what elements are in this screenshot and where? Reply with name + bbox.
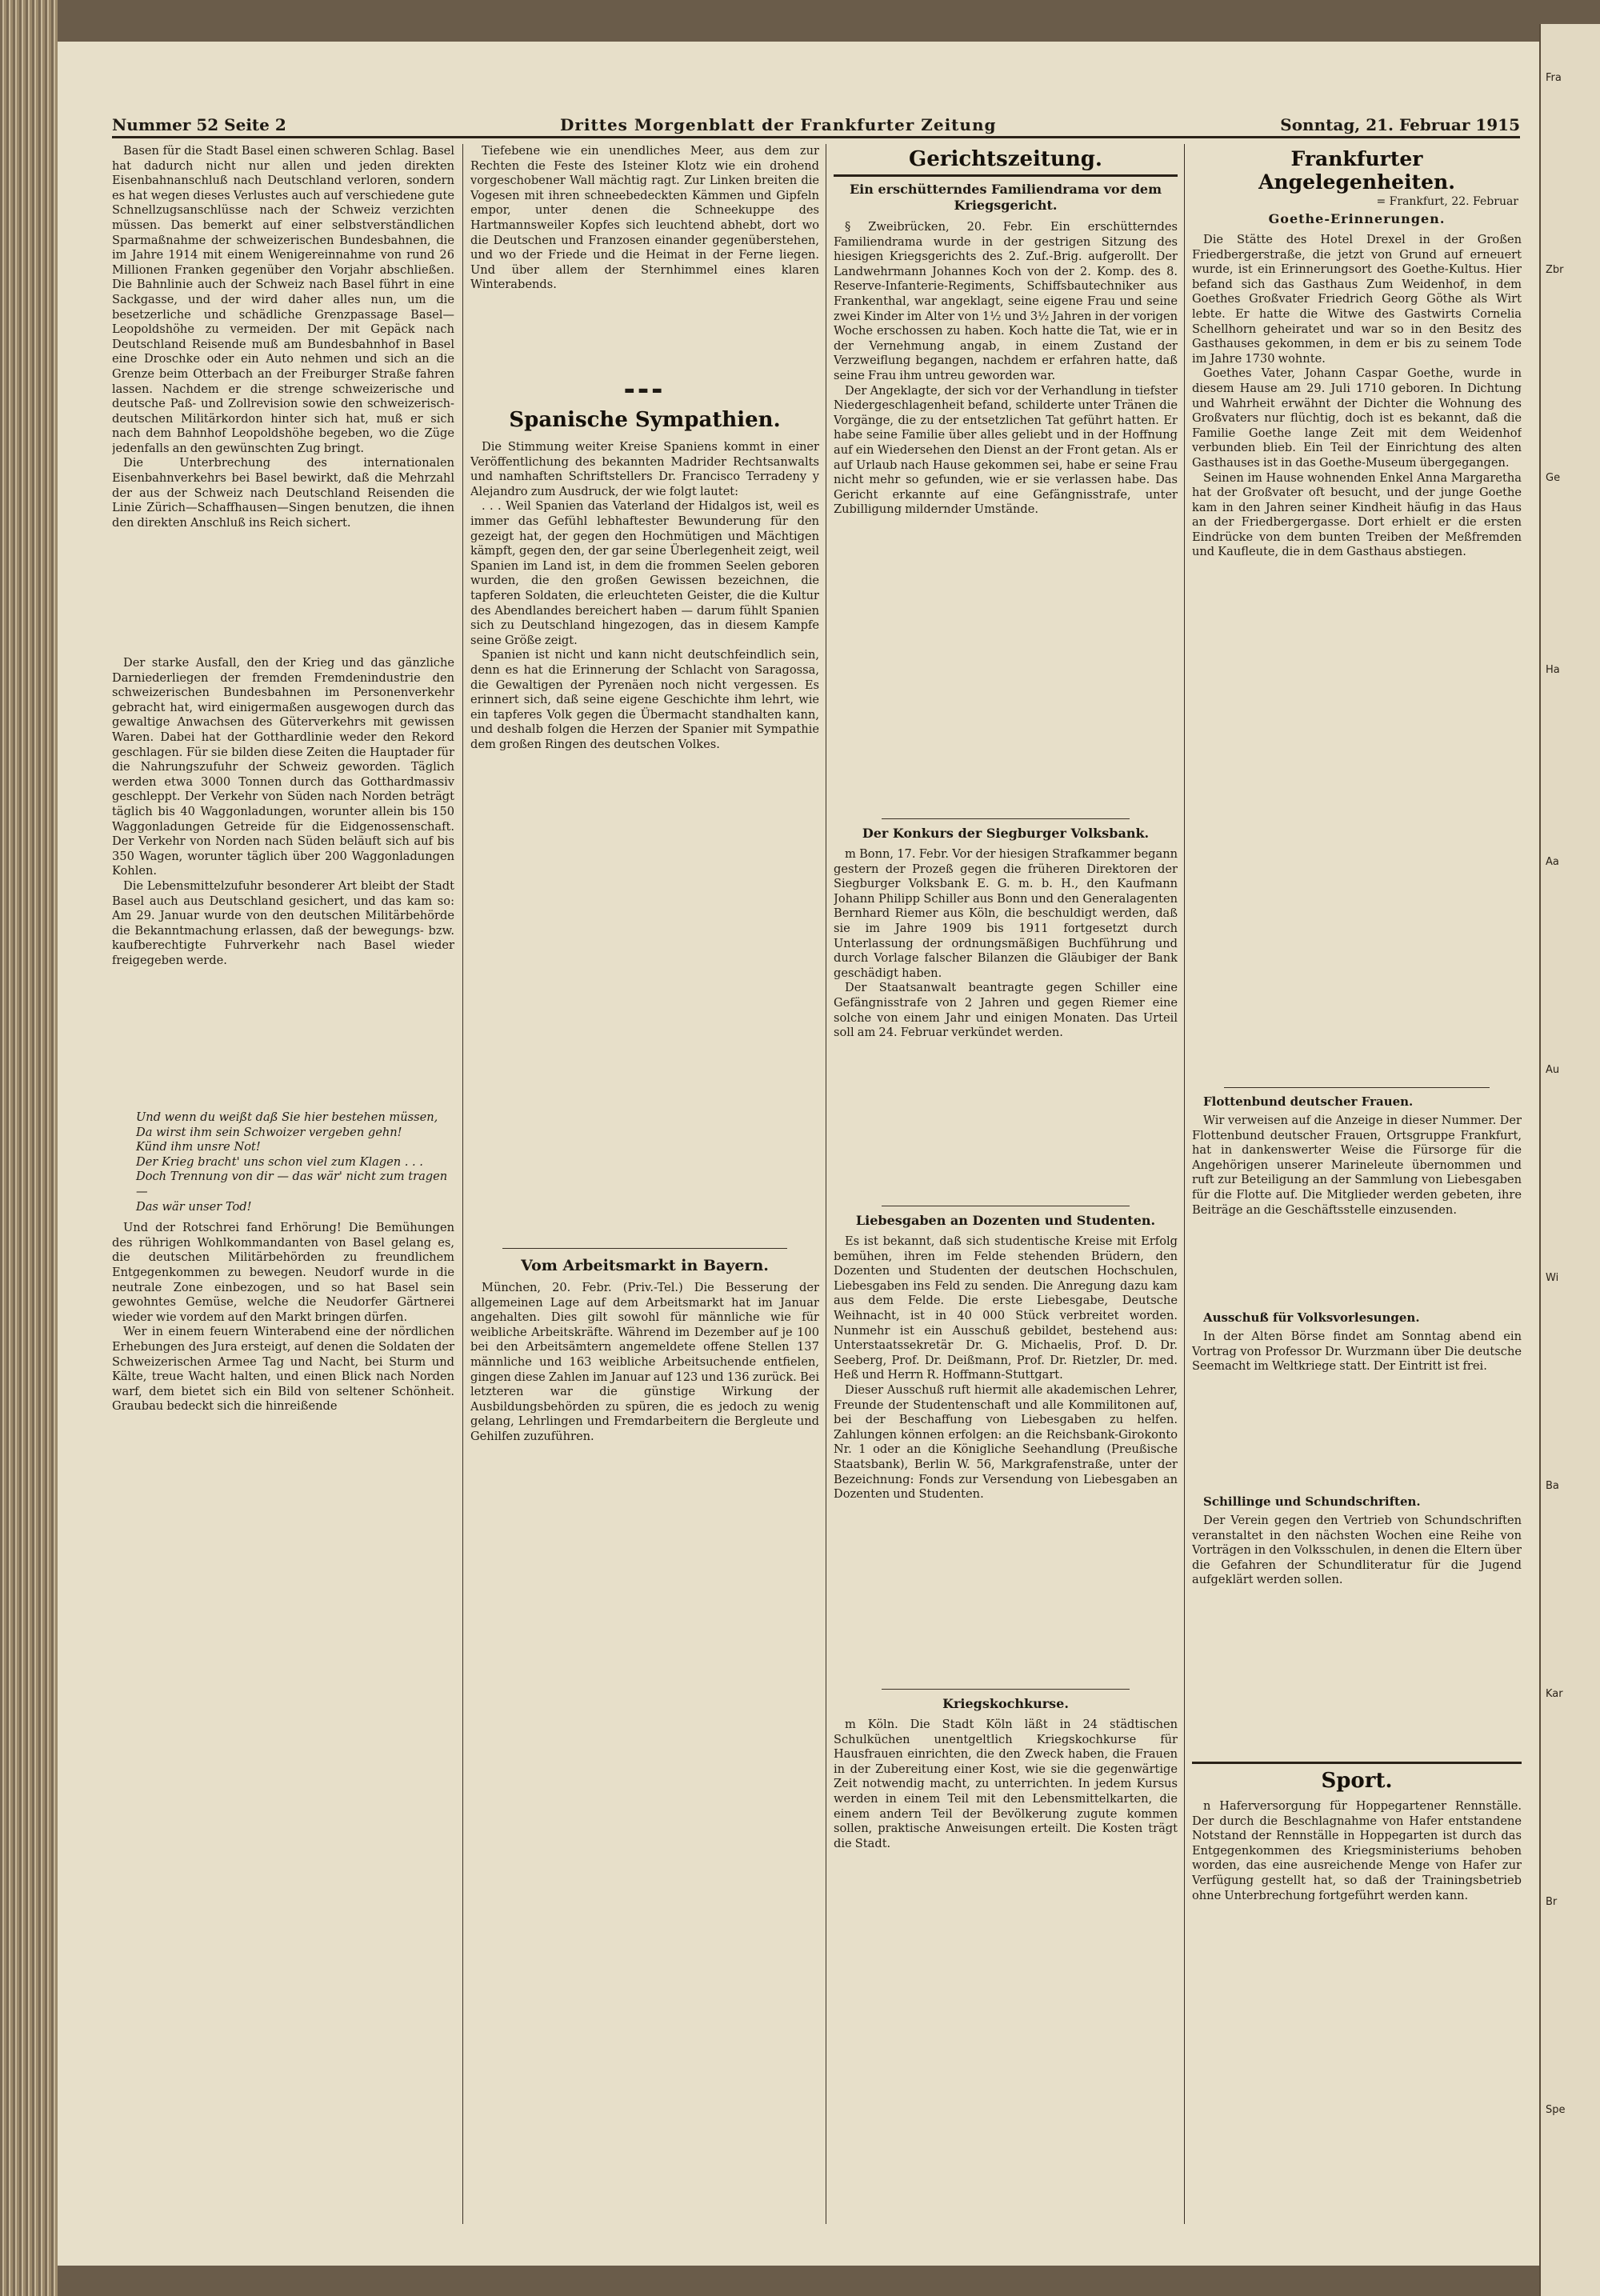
article-paragraph: Wir verweisen auf die Anzeige in dieser Nummer. Der Flottenbund deutscher Frauen, Ortsgruppe Frankfurt, hat in dankenswerter Weise die Fürsorge für die Angehörigen unserer Marineleute übernommen und ruft zur Beteiligung an der Sammlung von Liebesgaben für die Flotte auf. Die Mitglieder werden gebeten, ihre Beiträge an die Geschäftsstelle einzusenden. (1192, 1114, 1522, 1217)
article-paragraph: m Köln. Die Stadt Köln läßt in 24 städtischen Schulküchen unentgeltlich Kriegskochkurse für Hausfrauen einrichten, die den Zweck haben, die Frauen in der Zubereitung einer Kost, wie sie die gegenwärtige Zeit notwendig macht, zu unterrichten. In jedem Kursus werden in einem Teil mit den Lebensmittelkarten, die einem andern Teil der Bevölkerung zugute kommen sollen, praktische Anweisungen erteilt. Die Kosten trägt die Stadt. (834, 1718, 1178, 1850)
poem-line: Da wirst ihm sein Schwoizer vergeben gehn! (136, 1125, 402, 1139)
article-title: Kriegskochkurse. (942, 1696, 1069, 1711)
article-paragraph: . . . Weil Spanien das Vaterland der Hidalgos ist, weil es immer das Gefühl lebhaftester Bewunderung für den gezeigt hat, der gegen den Hochmütigen und Mächtigen kämpft, gegen den, der gar seine Überlegenheit zeigt, weil Spanien im Land ist, in dem die frommen Seelen geboren wurden, die den großen Gewissen bezeichnen, die tapferen Soldaten, die erleuchteten Geister, die die Kultur des Abendlandes bereichert haben — darum fühlt Spanien sich zu Deutschland hingezogen, das in diesem Kampfe seine Größe zeigt. (470, 499, 819, 647)
section-title: Sport. (1321, 1769, 1393, 1793)
article-paragraph: Es ist bekannt, daß sich studentische Kreise mit Erfolg bemühen, ihren im Felde stehenden Brüdern, den Dozenten und Studenten der deutschen Hochschulen, Liebesgaben ins Feld zu senden. Die Anregung dazu kam aus dem Felde. Die erste Liebesgabe, Deutsche Weihnacht, ist in 40 000 Stück verbreitet worden. Nunmehr ist ein Ausschuß gebildet, bestehend aus: Unterstaatssekretär Dr. G. Michaelis, Prof. D. Dr. Seeberg, Prof. Dr. Deißmann, Prof. Dr. Rietzler, Dr. med. Heß und Herrn R. Hoffmann-Stuttgart. (834, 1234, 1178, 1382)
article-paragraph: Dieser Ausschuß ruft hiermit alle akademischen Lehrer, Freunde der Studentenschaft und alle Kommilitonen auf, bei der Beschaffung von Liebesgaben zu helfen. Zahlungen können erfolgen: an die Reichsbank-Girokonto Nr. 1 oder an die Königliche Seehandlung (Preußische Staatsbank), Berlin W. 56, Markgrafenstraße, unter der Bezeichnung: Fonds zur Versendung von Liebesgaben an Dozenten und Studenten. (834, 1382, 1178, 1502)
article-title: Schillinge und Schundschriften. (1203, 1494, 1421, 1509)
newspaper-page (58, 42, 1539, 2266)
article-paragraph: Die Stätte des Hotel Drexel in der Großen Friedbergerstraße, die jetzt von Grund auf erneuert wurde, ist ein Erinnerungsort des Goethe-Kultus. Hier befand sich das Gasthaus Zum Weidenhof, in dem Goethes Großvater Friedrich Georg Göthe als Wirt lebte. Er hatte die Witwe des Gastwirts Cornelia Schellhorn geheiratet und war so in den Besitz des Gasthauses gekommen, in dem er bis zu seinem Tode im Jahre 1730 wohnte. (1192, 233, 1522, 366)
adjacent-page-text: Au (1546, 1064, 1560, 1076)
article-paragraph: Der Staatsanwalt beantragte gegen Schiller eine Gefängnisstrafe von 2 Jahren und gegen Riemer eine solche von einem Jahr und einigen Monaten. Das Urteil soll am 24. Februar verkündet werden. (834, 981, 1178, 1040)
article-paragraph: Seinen im Hause wohnenden Enkel Anna Margaretha hat der Großvater oft besucht, und der junge Goethe kam in den Jahren seiner Kindheit häufig in das Haus an der Friedbergergasse. Dort erhielt er die ersten Eindrücke von dem bunten Treiben der Meßfremden und Kaufleute, die in dem Gasthaus abstiegen. (1192, 470, 1522, 559)
article-paragraph: Der starke Ausfall, den der Krieg und das gänzliche Darniederliegen der fremden Fremdenindustrie den schweizerischen Bundesbahnen im Personenverkehr gebracht hat, wird einigermaßen ausgewogen durch das gewaltige Anwachsen des Güterverkehrs mit gewissen Waren. Dabei hat der Gotthardlinie weder den Rekord geschlagen. Für sie bilden diese Zeiten die Hauptader für die Nahrungszufuhr der Schweiz geworden. Täglich werden etwa 3000 Tonnen durch das Gotthardmassiv geschleppt. Der Verkehr von Süden nach Norden beträgt täglich bis 40 Waggonladungen, worunter allein bis 150 Waggonladungen Getreide für die Eidgenossenschaft. Der Verkehr von Norden nach Süden beläuft sich auf bis 350 Wagen, worunter täglich über 200 Waggonladungen Kohlen. (112, 656, 454, 878)
adjacent-page-text: Ba (1546, 1480, 1559, 1492)
article-paragraph: Wer in einem feuern Winterabend eine der nördlichen Erhebungen des Jura ersteigt, auf denen die Soldaten der Schweizerischen Armee Tag und Nacht, bei Sturm und Kälte, treue Wacht halten, und einen Blick nach Norden warf, dem bietet sich ein Bild von seltener Schönheit. Graubau bedeckt sich die hinreißende (112, 1325, 454, 1414)
section-divider (882, 1689, 1130, 1690)
page-header (112, 112, 1520, 136)
article-paragraph: § Zweibrücken, 20. Febr. Ein erschütterndes Familiendrama wurde in der gestrigen Sitzung des hiesigen Kriegsgerichts des 2. Zuf.-Brig. aufgerollt. Der Landwehrmann Johannes Koch von der 2. Komp. des 8. Reserve-Infanterie-Regiments, Schiffsbautechniker aus Frankenthal, war angeklagt, seine eigene Frau und seine zwei Kinder im Alter von 1½ und 3½ Jahren in der vorigen Woche erschossen zu haben. Koch hatte die Tat, wie er in der Vernehmung angab, in einem Zustand der Verzweiflung begangen, nachdem er erfahren hatte, daß seine Frau ihm untreu geworden war. (834, 220, 1178, 382)
header-masthead: Drittes Morgenblatt der Frankfurter Zeitung (560, 115, 997, 134)
article-paragraph: In der Alten Börse findet am Sonntag abend ein Vortrag von Professor Dr. Wurzmann über Die deutsche Seemacht im Weltkriege statt. Der Eintritt ist frei. (1192, 1330, 1522, 1374)
section-title: Vom Arbeitsmarkt in Bayern. (521, 1257, 769, 1274)
column-4 (1192, 144, 1522, 2224)
header-rule (112, 136, 1520, 138)
article-paragraph: Die Lebensmittelzufuhr besonderer Art bleibt der Stadt Basel auch aus Deutschland gesichert, und das kam so: Am 29. Januar wurde von den deutschen Militärbehörde die Bekanntmachung erlassen, daß der bewegungs- bzw. kaufberechtigte Fuhrverkehr nach Basel wieder freigegeben werde. (112, 878, 454, 967)
article-title: Goethe-Erinnerungen. (1268, 211, 1446, 226)
section-title: Spanische Sympathien. (509, 408, 781, 432)
poem-line: Doch Trennung von dir — das wär' nicht zum tragen — (136, 1170, 448, 1198)
poem-line: Der Krieg bracht' uns schon viel zum Klagen . . . (136, 1154, 423, 1169)
column-rule (462, 144, 463, 2224)
article-paragraph: n Haferversorgung für Hoppegartener Rennställe. Der durch die Beschlagnahme von Hafer entstandene Notstand der Rennställe in Hoppegarten ist durch das Entgegenkommen des Kriegsministeriums behoben worden, das eine ausreichende Menge von Hafer zur Verfügung gestellt hat, so daß der Trainingsbetrieb ohne Unterbrechung fortgeführt werden kann. (1192, 1799, 1522, 1902)
adjacent-page-text: Fra (1546, 72, 1562, 84)
article-title: Der Konkurs der Siegburger Volksbank. (862, 826, 1150, 841)
article-title: Ein erschütterndes Familiendrama vor dem Kriegsgericht. (849, 182, 1162, 213)
poem-line: Und wenn du weißt daß Sie hier bestehen müssen, (136, 1110, 438, 1124)
adjacent-page-text: Br (1546, 1896, 1558, 1908)
article-paragraph: Tiefebene wie ein unendliches Meer, aus dem zur Rechten die Feste des Isteiner Klotz wie ein drohend vorgeschobener Wall mächtig ragt. Zur Linken breiten die Vogesen mit ihren schneebedeckten Kämmen und Gipfeln empor, unter denen die Schneekuppe des Hartmannsweiler Kopfes sich leuchtend abhebt, dort wo die Deutschen und Franzosen einander gegenüberstehen, und wo der Friede und die Heimat in der Ferne liegen. Und über allem der Sternhimmel eines klaren Winterabends. (470, 144, 819, 292)
article-paragraph: m Bonn, 17. Febr. Vor der hiesigen Strafkammer begann gestern der Prozeß gegen die früheren Direktoren der Siegburger Volksbank E. G. m. b. H., den Kaufmann Johann Philipp Schiller aus Bonn und den Generalagenten Bernhard Riemer aus Köln, die beschuldigt werden, daß sie im Jahre 1909 bis 1911 fortgesetzt durch Unterlassung der ordnungsmäßigen Buchführung und durch Vorlage falscher Bilanzen die Gläubiger der Bank geschädigt haben. (834, 847, 1178, 980)
column-1 (112, 144, 454, 2224)
section-ornament: ▬▬▬ (624, 384, 666, 397)
article-title: Liebesgaben an Dozenten und Studenten. (855, 1213, 1156, 1228)
article-paragraph: München, 20. Febr. (Priv.-Tel.) Die Besserung der allgemeinen Lage auf dem Arbeitsmarkt hat im Januar angehalten. Dies gilt sowohl für männliche wie für weibliche Arbeitskräfte. Während im Dezember auf je 100 bei den Arbeitsämtern angemeldete offene Stellen 137 männliche und 163 weibliche Arbeitsuchende entfielen, gingen diese Zahlen im Januar auf 123 und 136 zurück. Bei letzteren war die günstige Wirkung der Ausbildungsbehörden zu spüren, die es jedoch zu wenig gelang, Lehrlingen und Fremdarbeitern die Bergleute und Gehilfen zuzuführen. (470, 1281, 819, 1443)
article-paragraph: Der Verein gegen den Vertrieb von Schundschriften veranstaltet in den nächsten Wochen eine Reihe von Vorträgen in den Volksschulen, in denen die Eltern über die Gefahren der Schundliteratur für die Jugend aufgeklärt werden sollen. (1192, 1514, 1522, 1587)
adjacent-page-text: Aa (1546, 856, 1559, 868)
adjacent-page-text: Kar (1546, 1688, 1563, 1700)
section-divider (834, 174, 1178, 177)
article-title: Flottenbund deutscher Frauen. (1203, 1094, 1414, 1109)
adjacent-page-edge (1539, 24, 1600, 2296)
section-divider (1224, 1087, 1490, 1088)
article-paragraph: Und der Rotschrei fand Erhörung! Die Bemühungen des rührigen Wohlkommandanten von Basel gelang es, die deutschen Militärbehörden zu freundlichem Entgegenkommen zu bewegen. Neudorf wurde in die neutrale Zone einbezogen, und so hat Basel sein gewohntes Gemüse, welche die Neudorfer Gärtnerei wieder wie vordem auf den Markt bringen dürfen. (112, 1221, 454, 1324)
article-paragraph: Basen für die Stadt Basel einen schweren Schlag. Basel hat dadurch nicht nur allen und jeden direkten Eisenbahnanschluß nach Deutschland verloren, sondern es hat wegen dieses Verlustes auch auf verschiedene gute Schnellzugsanschlüsse nach der Schweiz verzichten müssen. Das bemerkt auf einer selbstverständlichen Sparmaßnahme der schweizerischen Bundesbahnen, die im Jahre 1914 mit einem Wenigereinnahme von rund 26 Millionen Franken gegenüber den Vorjahr abschließen. Die Bahnlinie auch der Schweiz nach Basel führt in eine Sackgasse, und der wird daher alles nun, um die besetzerliche und schädliche Grenzpassage Basel—Leopoldshöhe zu vermeiden. Der mit Gepäck nach Deutschland Reisende muß am Bundesbahnhof in Basel eine Droschke oder ein Auto nehmen und sich an die Grenze beim Otterbach an der Freiburger Straße fahren lassen. Nachdem er die strenge schweizerische und deutsche Paß- und Zollrevision sowie den schweizerisch-deutschen Militärkordon hinter sich hat, muß er sich nach dem Bahnhof Leopoldshöhe begeben, wo die Züge jedenfalls an den gewünschten Zug bringt. (112, 144, 454, 455)
dateline: = Frankfurt, 22. Februar (1376, 195, 1518, 208)
article-paragraph: Spanien ist nicht und kann nicht deutschfeindlich sein, denn es hat die Erinnerung der Schlacht von Saragossa, die Gewaltigen der Pyrenäen noch nicht vergessen. Es erinnert sich, daß seine eigene Geschichte ihm lehrt, wie ein tapferes Volk gegen die Übermacht standhalten kann, und deshalb folgen die Herzen der Spanier mit Sympathie dem großen Ringen des deutschen Volkes. (470, 648, 819, 751)
poem-line: Das wär unser Tod! (136, 1199, 252, 1214)
header-page-number: Nummer 52 Seite 2 (112, 115, 286, 134)
adjacent-page-text: Ge (1546, 472, 1561, 484)
section-divider (502, 1248, 787, 1249)
adjacent-page-text: Spe (1546, 2104, 1566, 2116)
article-paragraph: Die Unterbrechung des internationalen Eisenbahnverkehrs bei Basel bewirkt, daß die Mehrzahl der aus der Schweiz nach Deutschland Reisenden die Linie Zürich—Schaffhausen—Singen benutzen, die ihnen den direkten Anschluß ins Reich sichert. (112, 456, 454, 530)
article-paragraph: Goethes Vater, Johann Caspar Goethe, wurde in diesem Hause am 29. Juli 1710 geboren. In Dichtung und Wahrheit erwähnt der Dichter die Wohnung des Großvaters nur flüchtig, doch ist es bekannt, daß die Familie Goethe lange Zeit mit dem Weidenhof verbunden blieb. Ein Teil der Einrichtung des alten Gasthauses ist in das Goethe-Museum übergegangen. (1192, 366, 1522, 470)
book-binding-edge (0, 0, 58, 2296)
section-divider (1192, 1762, 1522, 1764)
adjacent-page-text: Ha (1546, 664, 1560, 676)
adjacent-page-text: Wi (1546, 1272, 1559, 1284)
section-title: Gerichtszeitung. (909, 147, 1102, 171)
header-date: Sonntag, 21. Februar 1915 (1280, 115, 1520, 134)
section-divider (882, 818, 1130, 819)
poem-line: Künd ihm unsre Not! (136, 1140, 261, 1154)
column-2 (470, 144, 819, 2224)
article-paragraph: Die Stimmung weiter Kreise Spaniens kommt in einer Veröffentlichung des bekannten Madrider Rechtsanwalts und namhaften Schriftstellers Dr. Francisco Terradeny y Alejandro zum Ausdruck, der wie folgt lautet: (470, 440, 819, 498)
article-paragraph: Der Angeklagte, der sich vor der Verhandlung in tiefster Niedergeschlagenheit befand, schilderte unter Tränen die Vorgänge, die zu der entsetzlichen Tat geführt hatten. Er habe seine Familie über alles geliebt und in der Hoffnung auf ein Wiedersehen den Dienst an der Front getan. Als er auf Urlaub nach Hause gekommen sei, habe er seine Frau nicht mehr so gefunden, wie er sie verlassen habe. Das Gericht erkannte auf eine Gefängnisstrafe, unter Zubilligung mildernder Umstände. (834, 383, 1178, 517)
section-title: Frankfurter Angelegenheiten. (1258, 147, 1455, 194)
article-title: Ausschuß für Volksvorlesungen. (1203, 1310, 1420, 1325)
column-rule (1184, 144, 1185, 2224)
column-3 (834, 144, 1178, 2224)
adjacent-page-text: Zbr (1546, 264, 1564, 276)
